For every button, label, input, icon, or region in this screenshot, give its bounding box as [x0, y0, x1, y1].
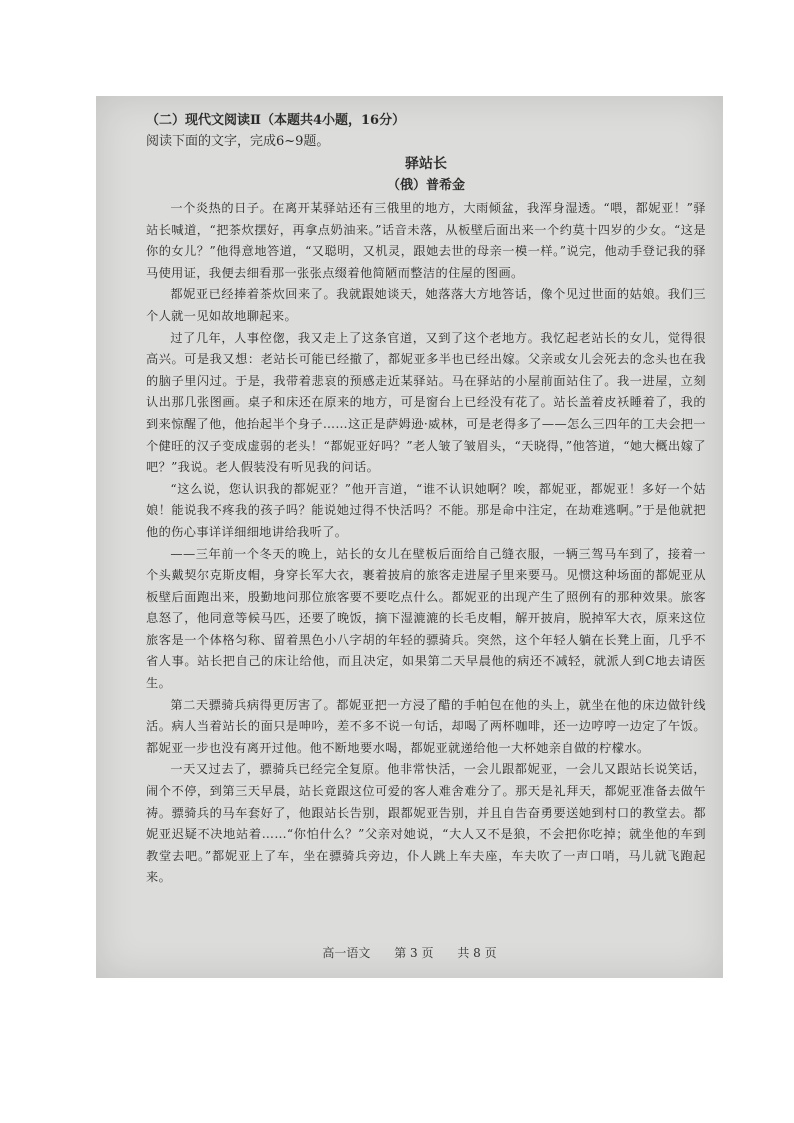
footer-subject: 高一语文: [322, 946, 371, 960]
passage-paragraph-5: ——三年前一个冬天的晚上，站长的女儿在壁板后面给自己缝衣服，一辆三驾马车到了，接着一个头戴契尔克斯皮帽，身穿长军大衣，裹着披肩的旅客走进屋子里来要马。见惯这种场面的都妮亚从板壁后面跑出来，殷勤地问那位旅客要不要吃点什么。都妮亚的出现产生了照例有的那种效果。旅客息怒了，他同意等候马匹，还要了晚饭，摘下湿漉漉的长毛皮帽，解开披肩，脱掉军大衣，原来这位旅客是一个体格匀称、留着黑色小八字胡的年轻的骠骑兵。突然，这个年轻人躺在长凳上面，几乎不省人事。站长把自己的床让给他，而且决定，如果第二天早晨他的病还不减轻，就派人到C地去请医生。: [146, 546, 706, 691]
passage-paragraph-7: 一天又过去了，骠骑兵已经完全复原。他非常快活，一会儿跟都妮亚，一会儿又跟站长说笑话，闹个不停，到第三天早晨，站长竟跟这位可爱的客人难舍难分了。那天是礼拜天，都妮亚准备去做午祷。骠骑兵的马车套好了，他跟站长告别，跟都妮亚告别，并且自告奋勇要送她到村口的教堂去。都妮亚迟疑不决地站着……“你怕什么？”父亲对她说，“大人又不是狼，不会把你吃掉；就坐他的车到教堂去吧。”都妮亚上了车，坐在骠骑兵旁边，仆人跳上车夫座，车夫吹了一声口哨，马儿就飞跑起来。: [146, 762, 706, 885]
passage-paragraph-1: 一个炎热的日子。在离开某驿站还有三俄里的地方，大雨倾盆，我浑身湿透。“喂，都妮亚！”驿站长喊道，“把茶炊摆好，再拿点奶油来。”话音未落，从板壁后面出来一个约莫十四岁的少女。“这是你的女儿？”他得意地答道，“又聪明，又机灵，跟她去世的母亲一模一样。”说完，他动手登记我的驿马使用证，我便去细看那一张张点缀着他简陋而整洁的住屋的图画。: [146, 201, 706, 280]
footer-total-pages: 共 8 页: [457, 946, 497, 960]
passage-paragraph-6: 第二天骠骑兵病得更厉害了。都妮亚把一方浸了醋的手帕包在他的头上，就坐在他的床边做针线活。病人当着站长的面只是呻吟，差不多不说一句话，却喝了两杯咖啡，还一边哼哼一边定了午饭。都妮亚一步也没有离开过他。他不断地要水喝，都妮亚就递给他一大杯她亲自做的柠檬水。: [146, 697, 706, 755]
page-footer: [96, 944, 723, 961]
section-heading: （二）现代文阅读Ⅱ（本题共4小题，16分）: [146, 113, 406, 128]
exam-page: [96, 96, 723, 978]
passage-paragraph-3: 过了几年，人事倥偬，我又走上了这条官道，又到了这个老地方。我忆起老站长的女儿，觉得很高兴。可是我又想：老站长可能已经撤了，都妮亚多半也已经出嫁。父亲或女儿会死去的念头也在我的脑子里闪过。于是，我带着悲哀的预感走近某驿站。马在驿站的小屋前面站住了。我一进屋，立刻认出那几张图画。桌子和床还在原来的地方，可是窗台上已经没有花了。站长盖着皮袄睡着了，我的到来惊醒了他，他抬起半个身子……这正是萨姆逊·威林，可是老得多了——怎么三四年的工夫会把一个健旺的汉子变成虚弱的老头！“都妮亚好吗？”老人皱了皱眉头，“天晓得，”他答道，“她大概出嫁了吧？”我说。老人假装没有听见我的问话。: [146, 330, 706, 475]
passage-title: 驿站长: [405, 156, 447, 172]
passage-paragraph-2: 都妮亚已经捧着茶炊回来了。我就跟她谈天，她落落大方地答话，像个见过世面的姑娘。我们三个人就一见如故地聊起来。: [146, 287, 706, 323]
section-instruction: 阅读下面的文字，完成6~9题。: [146, 134, 330, 149]
passage-paragraph-4: “这么说，您认识我的都妮亚？”他开言道，“谁不认识她啊？唉，都妮亚，都妮亚！多好一个姑娘！能说我不疼我的孩子吗？能说她过得不快活吗？不能。那是命中注定，在劫难逃啊。”于是他就把他的伤心事详详细细地讲给我听了。: [146, 481, 706, 539]
footer-page-number: 第 3 页: [394, 946, 434, 960]
reading-section: [146, 110, 706, 889]
passage-author: （俄）普希金: [386, 178, 465, 193]
